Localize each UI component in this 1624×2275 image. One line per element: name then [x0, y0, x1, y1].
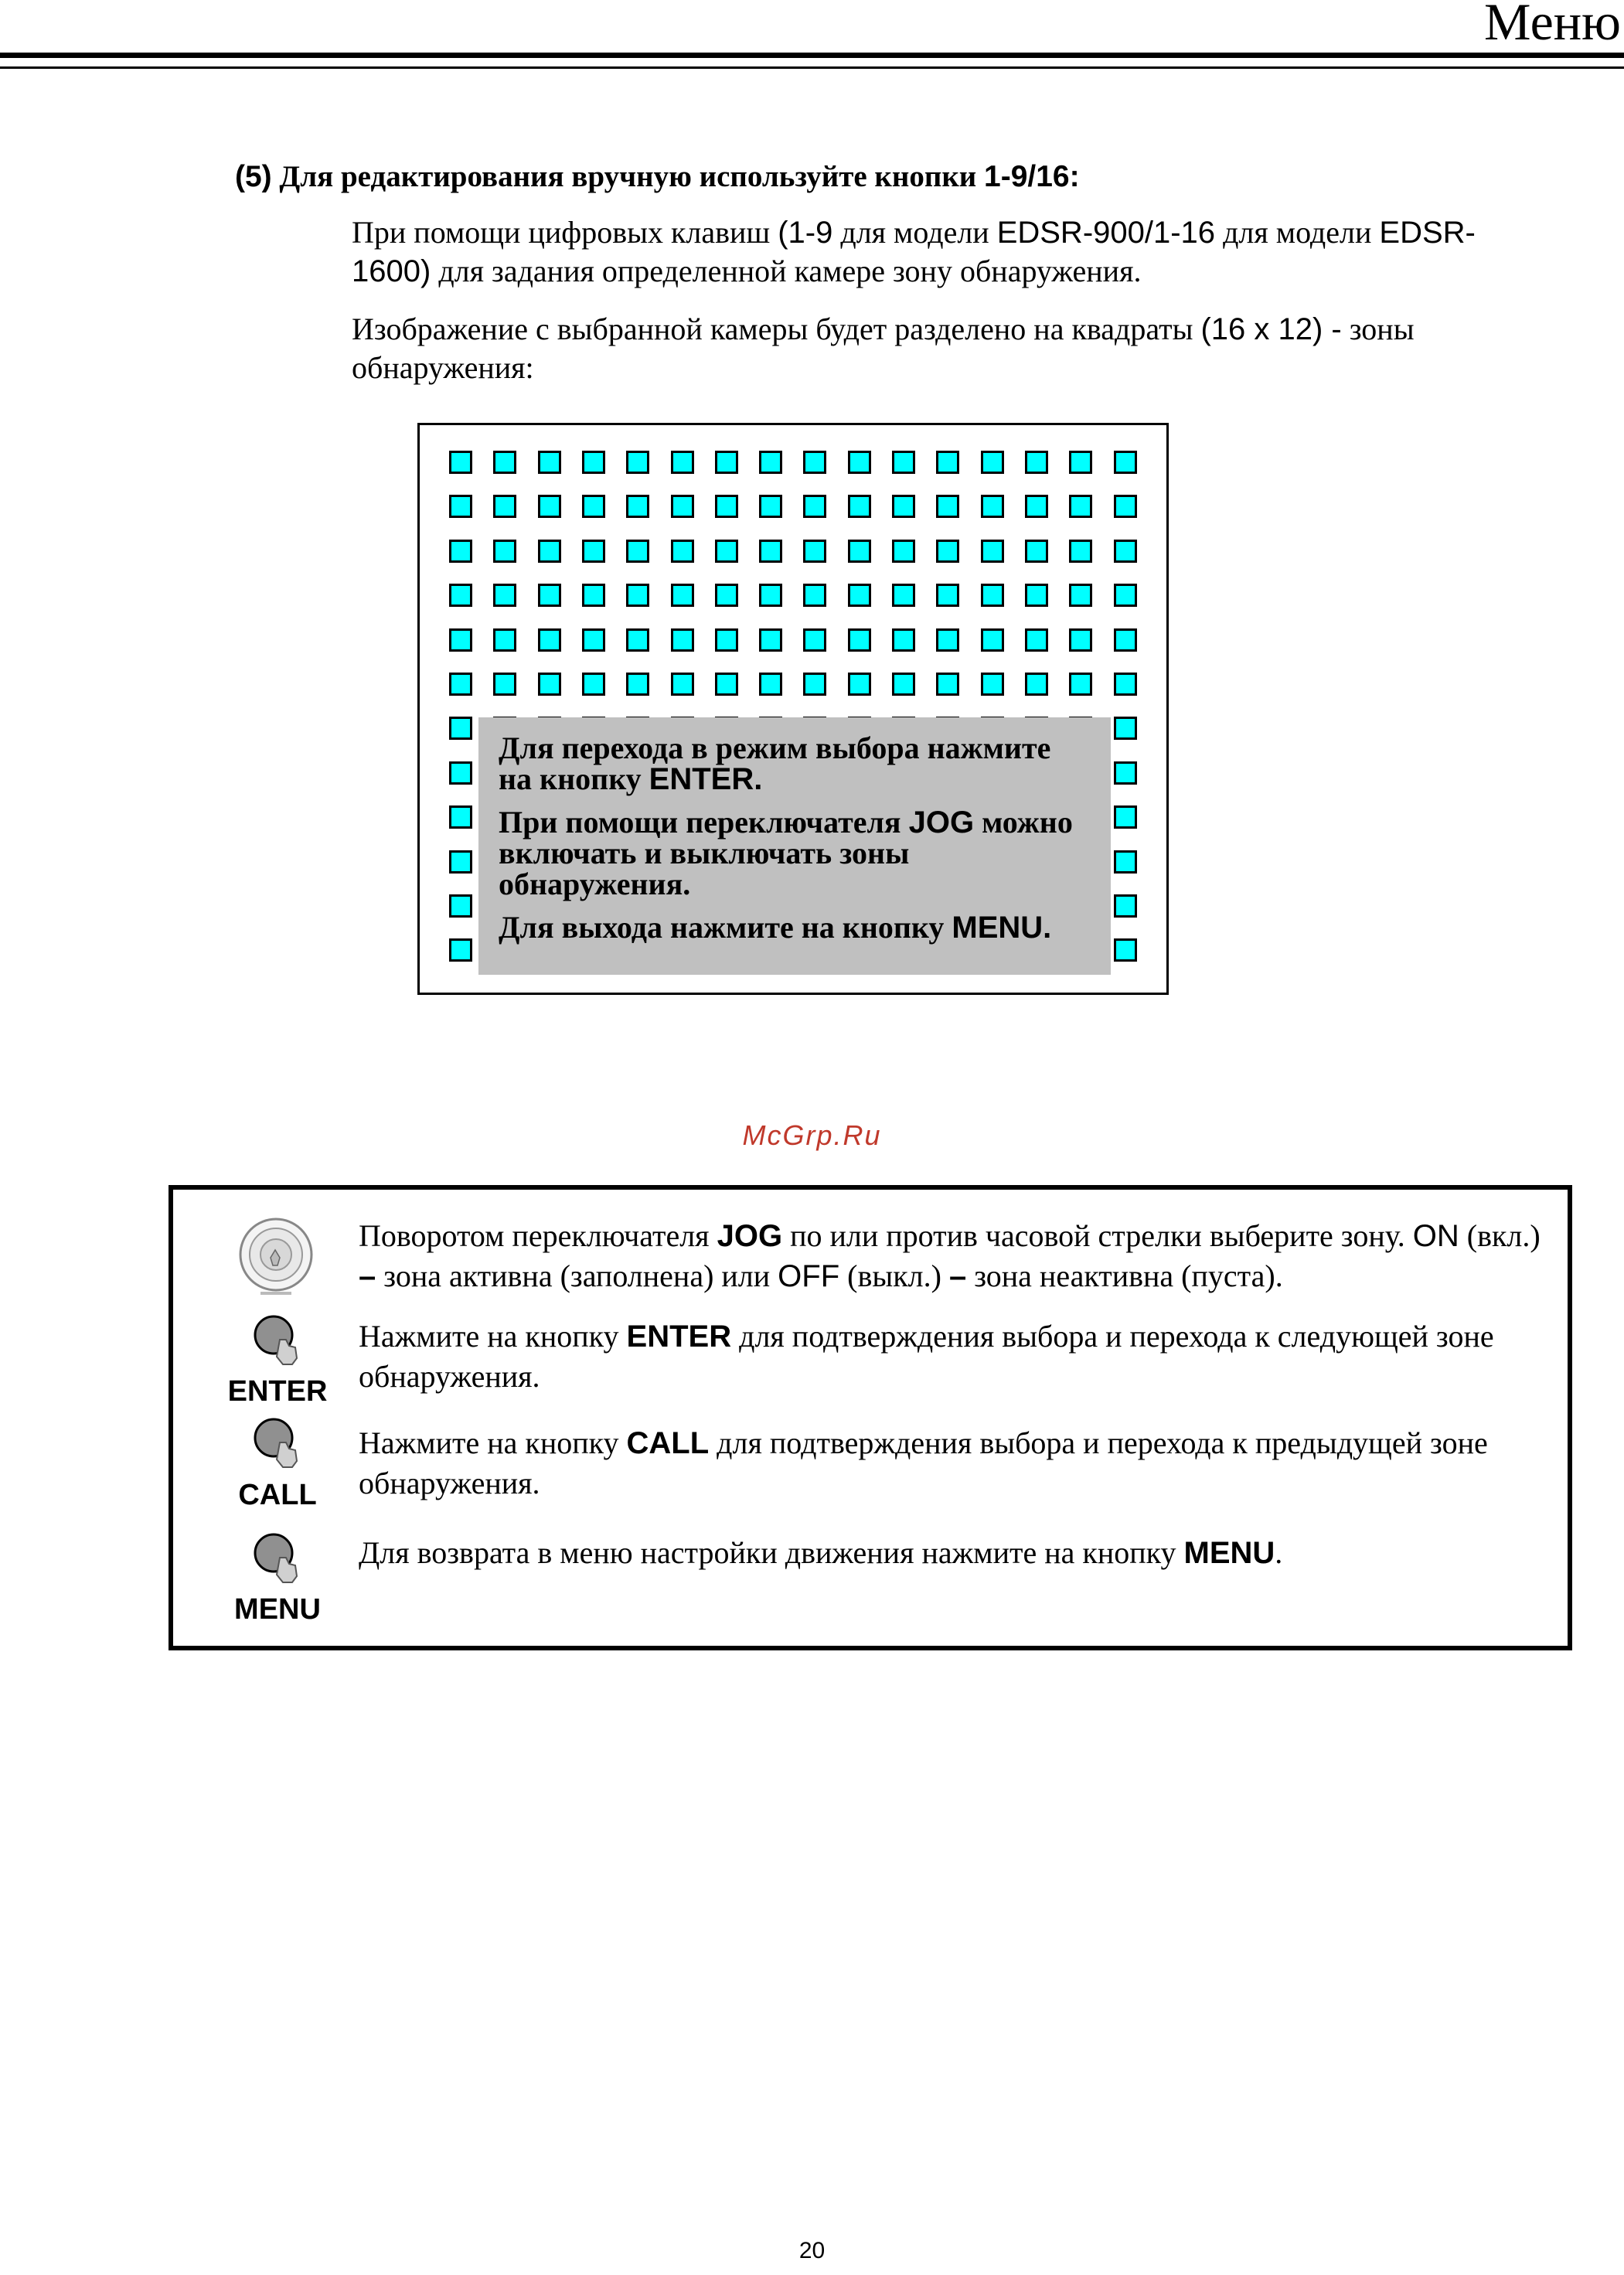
- zone-cell: [936, 540, 959, 563]
- motion-zone-grid: [417, 423, 1169, 995]
- zone-cell: [626, 628, 649, 652]
- zone-cell: [449, 673, 472, 696]
- zone-cell: [582, 673, 605, 696]
- zone-cell: [449, 850, 472, 874]
- zone-cell: [715, 540, 738, 563]
- zone-cell: [626, 584, 649, 607]
- zone-cell: [671, 451, 694, 474]
- zone-cell: [449, 540, 472, 563]
- zone-cell: [892, 584, 915, 607]
- overlay-line-enter: Для перехода в режим выбора нажмите на кнопку ENTER.: [499, 731, 1051, 796]
- zone-cell: [803, 451, 826, 474]
- zone-cell: [582, 451, 605, 474]
- zone-cell: [626, 673, 649, 696]
- zone-cell: [936, 628, 959, 652]
- zone-cell: [803, 584, 826, 607]
- zone-cell: [1114, 673, 1137, 696]
- zone-cell: [626, 495, 649, 518]
- zone-cell: [981, 495, 1004, 518]
- zone-cell: [493, 584, 516, 607]
- zone-cell: [936, 673, 959, 696]
- zone-cell: [848, 540, 871, 563]
- zone-cell: [1069, 540, 1092, 563]
- zone-cell: [803, 495, 826, 518]
- heading-number: (5): [235, 160, 272, 193]
- zone-cell: [1025, 673, 1048, 696]
- zone-cell: [848, 584, 871, 607]
- menu-button-label: MENU: [234, 1593, 321, 1626]
- zone-cell: [936, 495, 959, 518]
- zone-cell: [538, 628, 561, 652]
- zone-cell: [1069, 628, 1092, 652]
- zone-cell: [538, 673, 561, 696]
- heading-keys: 1-9/16:: [984, 160, 1080, 193]
- instruction-enter: Нажмите на кнопку ENTER для подтверждения выбора и перехода к следующей зоне обнаружения.: [359, 1319, 1494, 1394]
- zone-cell: [671, 584, 694, 607]
- zone-cell: [892, 628, 915, 652]
- watermark: McGrp.Ru: [742, 1119, 882, 1151]
- zone-cell: [626, 451, 649, 474]
- zone-cell: [1069, 451, 1092, 474]
- paragraph-grid-description: Изображение с выбранной камеры будет разделено на квадраты (16 x 12) - зоны обнаружения:: [352, 312, 1415, 385]
- zone-cell: [1025, 584, 1048, 607]
- call-button-icon: [250, 1416, 305, 1469]
- section-heading: [235, 159, 1080, 194]
- jog-dial-icon: [233, 1218, 318, 1298]
- zone-cell: [759, 540, 782, 563]
- zone-cell: [715, 673, 738, 696]
- zone-cell: [981, 540, 1004, 563]
- instruction-box: [169, 1185, 1572, 1650]
- zone-cell: [892, 495, 915, 518]
- zone-cell: [1069, 495, 1092, 518]
- zone-cell: [493, 451, 516, 474]
- overlay-line-menu: Для выхода нажмите на кнопку MENU.: [499, 910, 1052, 945]
- zone-cell: [981, 584, 1004, 607]
- zone-cell: [803, 540, 826, 563]
- zone-cell: [759, 451, 782, 474]
- call-button-label: CALL: [238, 1479, 317, 1511]
- zone-cell: [936, 451, 959, 474]
- zone-cell: [449, 628, 472, 652]
- zone-cell: [981, 451, 1004, 474]
- enter-button-label: ENTER: [227, 1375, 328, 1408]
- zone-cell: [1025, 495, 1048, 518]
- enter-button-icon: [250, 1313, 305, 1366]
- zone-cell: [449, 894, 472, 918]
- page-header-title: Меню: [1484, 0, 1621, 51]
- zone-cell: [892, 540, 915, 563]
- zone-cell: [1114, 761, 1137, 785]
- zone-cell: [449, 495, 472, 518]
- zone-cell: [715, 495, 738, 518]
- zone-cell: [582, 628, 605, 652]
- zone-cell: [538, 540, 561, 563]
- zone-cell: [1114, 805, 1137, 829]
- zone-cell: [449, 761, 472, 785]
- zone-cell: [759, 628, 782, 652]
- zone-cell: [1114, 451, 1137, 474]
- zone-cell: [626, 540, 649, 563]
- zone-cell: [449, 805, 472, 829]
- zone-cell: [848, 628, 871, 652]
- instruction-jog: Поворотом переключателя JOG по или против часовой стрелки выберите зону. ON (вкл.) – зона активна (заполнена) или OFF (выкл.) – зона неактивна (пуста).: [359, 1218, 1541, 1293]
- zone-cell: [1025, 628, 1048, 652]
- zone-cell: [538, 451, 561, 474]
- zone-cell: [759, 495, 782, 518]
- zone-cell: [981, 628, 1004, 652]
- header-rule-thin: [0, 66, 1624, 69]
- zone-cell: [582, 584, 605, 607]
- zone-cell: [671, 628, 694, 652]
- zone-cell: [759, 584, 782, 607]
- zone-cell: [1069, 584, 1092, 607]
- zone-cell: [715, 628, 738, 652]
- overlay-line-jog: При помощи переключателя JOG можно включать и выключать зоны обнаружения.: [499, 805, 1073, 901]
- zone-cell: [538, 584, 561, 607]
- zone-cell: [1069, 673, 1092, 696]
- zone-cell: [848, 495, 871, 518]
- zone-cell: [892, 673, 915, 696]
- zone-cell: [671, 540, 694, 563]
- zone-cell: [803, 628, 826, 652]
- instruction-menu: Для возврата в меню настройки движения нажмите на кнопку MENU.: [359, 1535, 1283, 1570]
- zone-cell: [538, 495, 561, 518]
- zone-cell: [449, 938, 472, 962]
- zone-cell: [848, 673, 871, 696]
- zone-cell: [1114, 938, 1137, 962]
- zone-cell: [582, 495, 605, 518]
- zone-cell: [1025, 540, 1048, 563]
- zone-cell: [715, 451, 738, 474]
- zone-cell: [449, 717, 472, 740]
- zone-cell: [1114, 584, 1137, 607]
- zone-cell: [671, 673, 694, 696]
- zone-cell: [981, 673, 1004, 696]
- paragraph-numeric-keys: При помощи цифровых клавиш (1-9 для модели EDSR-900/1-16 для модели EDSR-1600) для задания определенной камере зону обнаружения.: [352, 215, 1476, 288]
- instruction-call: Нажмите на кнопку CALL для подтверждения выбора и перехода к предыдущей зоне обнаружения.: [359, 1425, 1488, 1500]
- zone-cell: [759, 673, 782, 696]
- zone-cell: [1114, 850, 1137, 874]
- zone-cell: [1114, 717, 1137, 740]
- zone-cell: [493, 495, 516, 518]
- page-number: 20: [798, 2238, 826, 2263]
- zone-cell: [848, 451, 871, 474]
- zone-cell: [1114, 540, 1137, 563]
- header-rule-thick: [0, 53, 1624, 58]
- zone-cell: [892, 451, 915, 474]
- zone-cell: [715, 584, 738, 607]
- zone-cell: [449, 451, 472, 474]
- zone-cell: [493, 628, 516, 652]
- zone-cell: [671, 495, 694, 518]
- zone-cell: [493, 673, 516, 696]
- zone-cell: [1025, 451, 1048, 474]
- zone-cell: [936, 584, 959, 607]
- heading-text: Для редактирования вручную используйте кнопки: [271, 160, 985, 193]
- zone-cell: [1114, 628, 1137, 652]
- zone-cell: [449, 584, 472, 607]
- zone-cell: [803, 673, 826, 696]
- zone-cell: [1114, 894, 1137, 918]
- menu-button-icon: [250, 1531, 305, 1584]
- zone-cell: [1114, 495, 1137, 518]
- zone-instruction-overlay: [478, 717, 1111, 975]
- zone-cell: [493, 540, 516, 563]
- zone-cell: [582, 540, 605, 563]
